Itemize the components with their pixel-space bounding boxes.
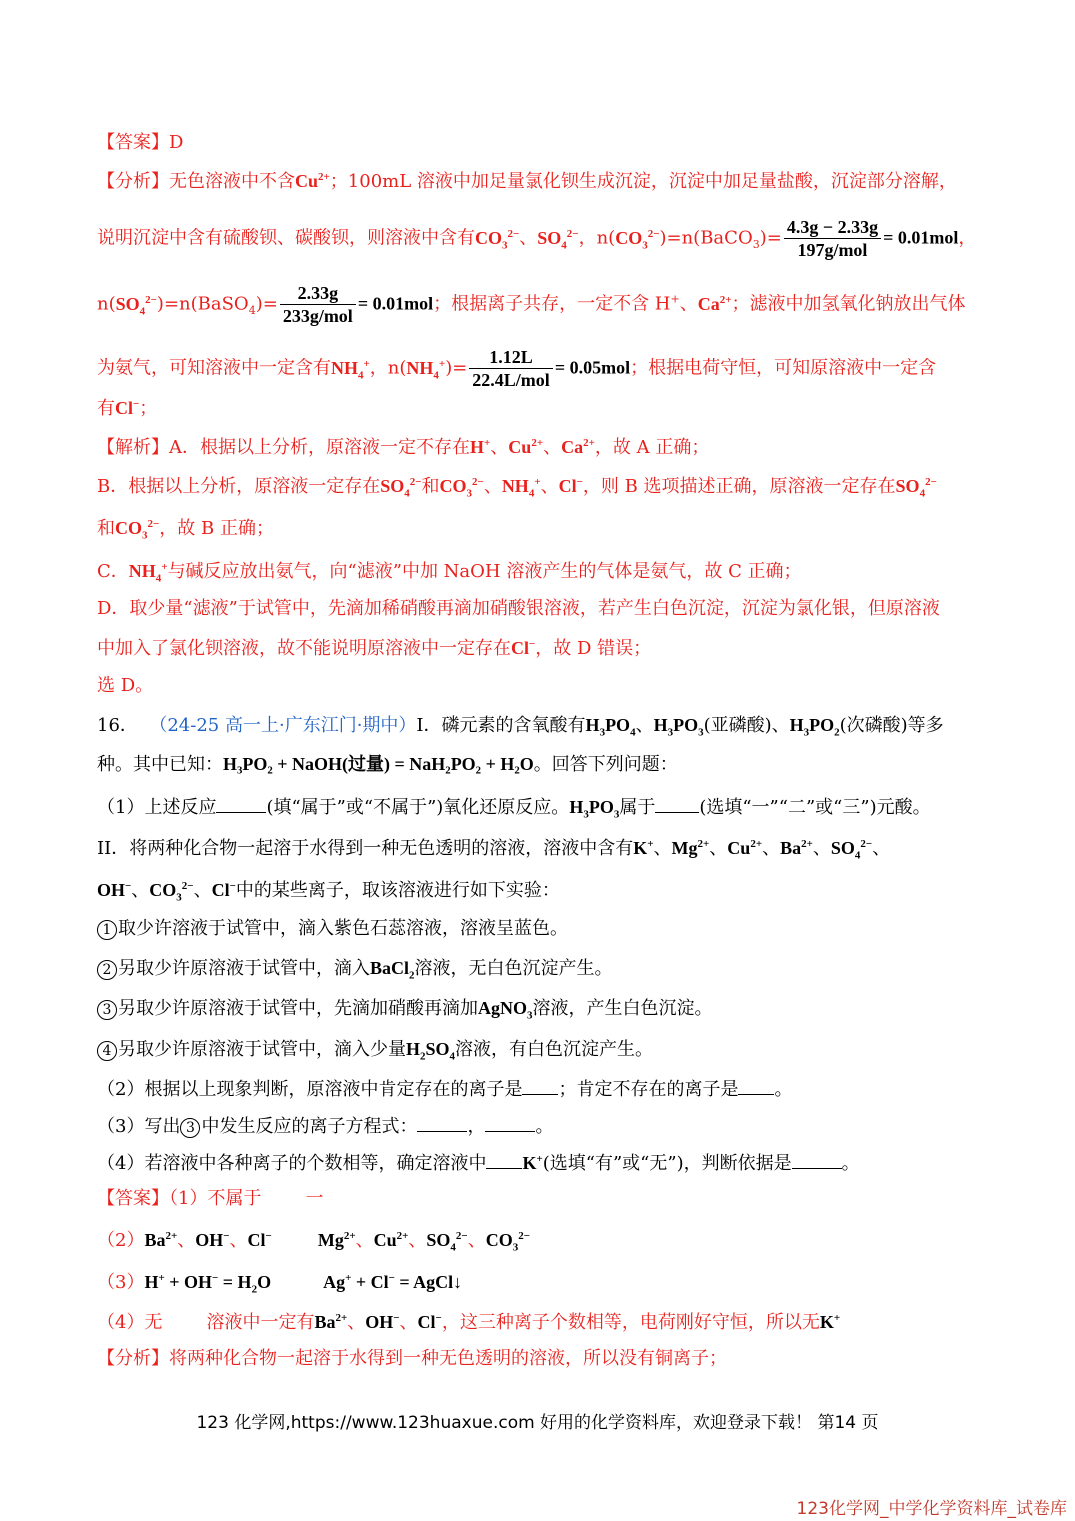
- experiment-3: 3 另取少许原溶液于试管中，先滴加硝酸再滴加AgNO$_3$溶液，产生白色沉淀。: [97, 996, 985, 1021]
- explain-b-1: B．根据以上分析，原溶液一定存在$SO_4^{2-}$和$CO_3^{2-}$、$NH_4^+$、Cl−，则 B 选项描述正确，原溶液一定存在$SO_4^{2-}$: [97, 476, 937, 500]
- analysis-line-5: 有Cl−；: [97, 398, 158, 419]
- q16-line-2: 种。其中已知：H₃PO₂ + NaOH(过量) = NaH₂PO₂ + H₂O。回答下列问题：: [97, 754, 678, 775]
- answer16-3: $(3)H^+ + OH^- = H_2O$ Ag+ + Cl− = AgCl↓: [97, 1272, 463, 1296]
- explain-d-1: D．取少量“滤液”于试管中，先滴加稀硝酸再滴加硝酸银溶液，若产生白色沉淀，沉淀为氯化银，但原溶液: [97, 598, 940, 619]
- formula-cu: $Cu^{2+}$: [295, 171, 330, 191]
- explain-c: C．$NH_4^+$与碱反应放出氨气，向“滤液”中加 NaOH 溶液产生的气体是氨气，故 C 正确；: [97, 561, 802, 585]
- q16-part-1: （1）上述反应 (填“属于”或“不属于”)氧化还原反应。$H_3PO_3$属于 (选填“一”“二”或“三”)元酸。: [97, 794, 985, 820]
- question-number: 16．: [97, 715, 138, 736]
- experiment-1: 1 取少许溶液于试管中，滴入紫色石蕊溶液，溶液呈蓝色。: [97, 917, 985, 941]
- analysis-line-4: 为氨气，可知溶液中一定含有$NH_4^+$，$n(NH_4^+)=$ $\frac{1.12L}{\text{22.4L/mol}}$ = 0.05mol；根据电荷守恒，可知原溶液中一定含: [97, 347, 937, 390]
- answer-line: [97, 131, 985, 155]
- question-source: （24-25 高一上·广东江门·期中）: [149, 715, 417, 736]
- q16-part-ii-2: OH−、$CO_3^{2-}$、Cl−中的某些离子，取该溶液进行如下实验：: [97, 880, 560, 904]
- experiment-2: 2 另取少许原溶液于试管中，滴入BaCl$_2$溶液，无白色沉淀产生。: [97, 956, 985, 981]
- experiment-4: 4 另取少许原溶液于试管中，滴入少量$H_2SO_4$溶液，有白色沉淀产生。: [97, 1037, 985, 1062]
- answer16-4: （4）无 溶液中一定有$Ba^{2+}$、OH−、Cl−，这三种离子个数相等，电荷刚好守恒，所以无K+: [97, 1312, 841, 1333]
- explain-d-2: 中加入了氯化钡溶液，故不能说明原溶液中一定存在Cl−，故 D 错误；: [97, 638, 652, 659]
- fraction-2: $\frac{2.33g}{\text{233g/mol}}$: [280, 282, 356, 327]
- q16-part-3: （3）写出 3 中发生反应的离子方程式： ， 。: [97, 1113, 985, 1139]
- analysis-line-2: 说明沉淀中含有硫酸钡、碳酸钡，则溶液中含有$CO_3^{2-}$、$SO_4^{2-}$，$n(CO_3^{2-})=n(BaCO_3)=$ $\frac{4.3g - 2.33g}{\text{197g/mol}}$ = 0.01mol，: [97, 217, 977, 260]
- answer16-1: 【答案】（1）不属于 一: [97, 1188, 324, 1209]
- explain-b-2: 和$CO_3^{2-}$，故 B 正确；: [97, 518, 274, 542]
- reaction-equation: H₃PO₂ + NaOH(过量) = NaH₂PO₂ + H₂O: [223, 754, 534, 774]
- analysis-line-3: $n(SO_4^{2-})=n(BaSO_4)=$ $\frac{2.33g}{\text{233g/mol}}$ = 0.01mol；根据离子共存，一定不含 H+、$Ca^{2+}$；滤液中加氢氧化钠放出气体: [97, 283, 966, 326]
- analysis-line-1: 【分析】无色溶液中不含$Cu^{2+}$；100mL 溶液中加足量氯化钡生成沉淀，沉淀中加足量盐酸，沉淀部分溶解，: [97, 171, 957, 192]
- q16-line-1: 16． （24-25 高一上·广东江门·期中）I．磷元素的含氧酸有$H_3PO_4$、$H_3PO_3$(亚磷酸)、$H_3PO_2$(次磷酸)等多: [97, 715, 944, 739]
- fraction-1: $\frac{4.3g - 2.33g}{\text{197g/mol}}$: [784, 216, 881, 261]
- explain-choose: 选 D。: [97, 675, 154, 696]
- explain-a: 【解析】A．根据以上分析，原溶液一定不存在H+、$Cu^{2+}$、$Ca^{2+}$，故 A 正确；: [97, 437, 710, 458]
- answer-tag: 【答案】: [97, 132, 169, 153]
- page-footer: 123 化学网,https://www.123huaxue.com 好用的化学资料库，欢迎登录下载！ 第14 页: [196, 1413, 879, 1433]
- answer-value: D: [169, 132, 184, 153]
- watermark: 123化学网_中学化学资料库_试卷库: [796, 1499, 1067, 1519]
- q16-part-4: （4）若溶液中各种离子的个数相等，确定溶液中 K+(选填“有”或“无”)，判断依据是 。: [97, 1150, 985, 1176]
- answer16-2: $(2)Ba^{2+}$、OH−、Cl− $Mg^{2+}$、$Cu^{2+}$、$SO_4^{2-}$、$CO_3^{2-}$: [97, 1230, 530, 1254]
- fraction-3: $\frac{1.12L}{\text{22.4L/mol}}$: [469, 346, 553, 391]
- analysis16: 【分析】将两种化合物一起溶于水得到一种无色透明的溶液，所以没有铜离子；: [97, 1348, 727, 1369]
- q16-part-ii-1: II．将两种化合物一起溶于水得到一种无色透明的溶液，溶液中含有K+、$Mg^{2+}$、$Cu^{2+}$、$Ba^{2+}$、$SO_4^{2-}$、: [97, 838, 891, 862]
- q16-part-2: （2）根据以上现象判断，原溶液中肯定存在的离子是 ；肯定不存在的离子是 。: [97, 1076, 985, 1102]
